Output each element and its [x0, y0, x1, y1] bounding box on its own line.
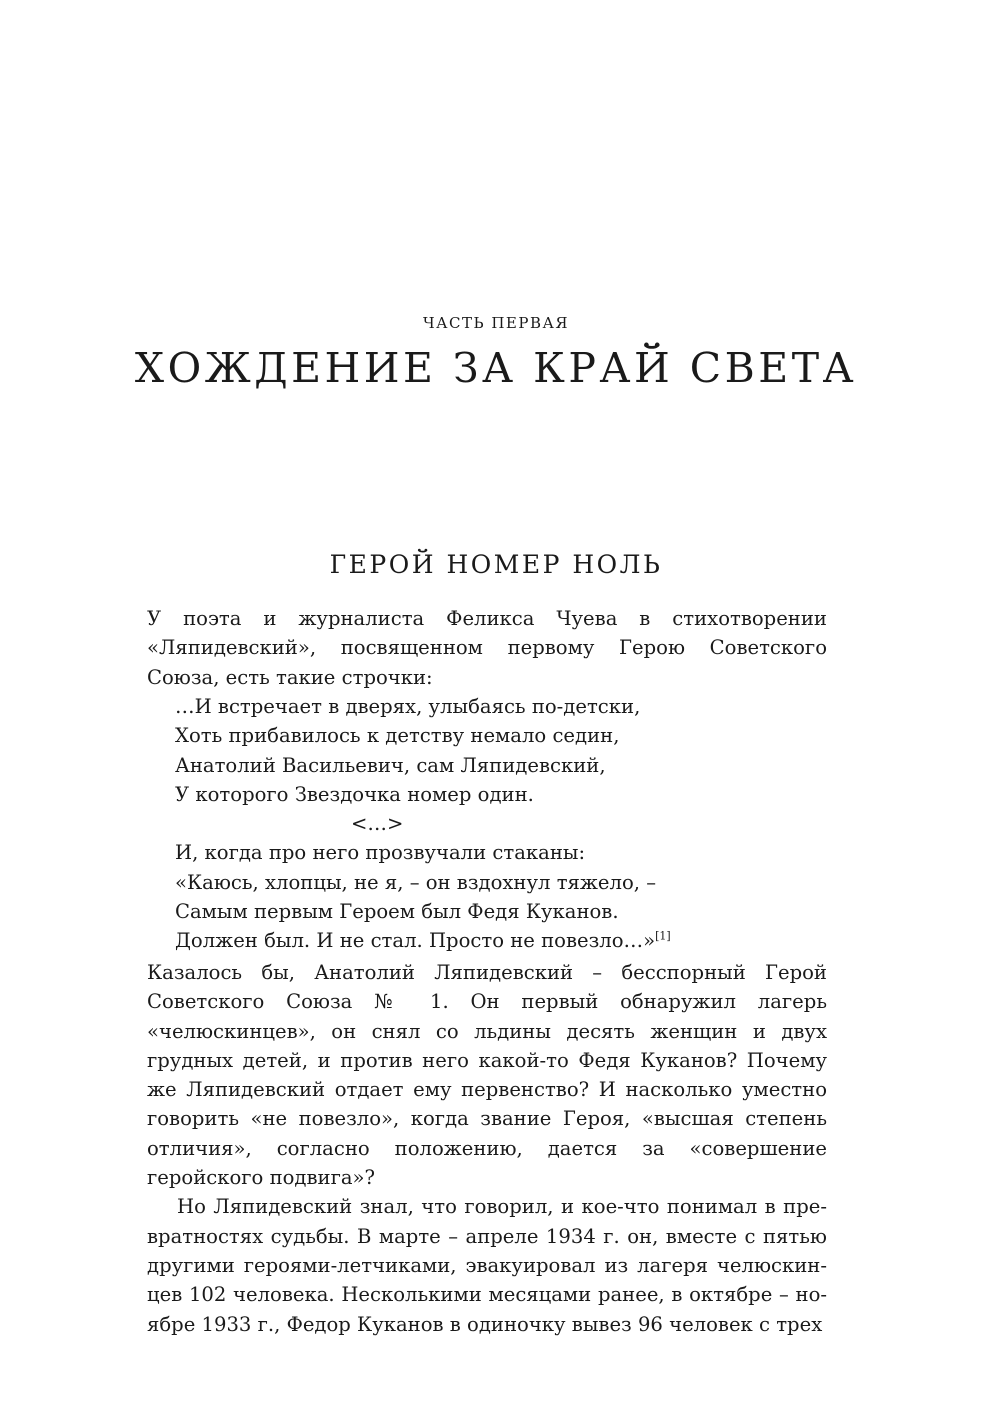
- body-text: [147, 958, 827, 1339]
- poem-line: Анатолий Васильевич, сам Ляпидевский,: [175, 753, 606, 777]
- poem: [175, 692, 671, 956]
- footnote-ref[interactable]: [1]: [655, 929, 671, 943]
- poem-line: И, когда про него прозвучали стаканы:: [175, 841, 586, 865]
- poem-line: Хоть прибавилось к детству немало седин,: [175, 724, 620, 748]
- intro-block: [147, 604, 827, 692]
- part-title: ХОЖДЕНИЕ ЗА КРАЙ СВЕТА: [134, 344, 858, 392]
- poem-line: Самым первым Героем был Федя Куканов.: [175, 900, 619, 924]
- body-paragraph: Казалось бы, Анатолий Ляпидевский – бесспорный Герой Советского Союза № 1. Он первый обнаружил лагерь «челюскинцев», он снял со льдины десять женщин и двух грудных детей, и против него какой-то Федя Куканов? Почему же Ляпидевский отдает ему первенство? И насколько уместно говорить «не повезло», когда звание Героя, «высшая степень отличия», согласно положению, дается за «совершение геройского подвига»?: [147, 961, 827, 1190]
- intro-paragraph: У поэта и журналиста Феликса Чуева в стихотворении «Ляпидевский», посвященном первому Герою Советского Союза, есть такие строчки:: [147, 607, 827, 689]
- part-label: ЧАСТЬ ПЕРВАЯ: [423, 314, 569, 332]
- chapter-title: ГЕРОЙ НОМЕР НОЛЬ: [329, 550, 663, 579]
- poem-line: «Каюсь, хлопцы, не я, – он вздохнул тяжело, –: [175, 870, 657, 894]
- poem-line-text: Должен был. И не стал. Просто не повезло…»: [175, 929, 656, 953]
- poem-last-line: [175, 926, 671, 955]
- poem-line: У которого Звездочка номер один.: [175, 782, 534, 806]
- body-paragraph: Но Ляпидевский знал, что говорил, и кое-что понимал в превратностях судьбы. В марте – апреле 1934 г. он, вместе с пятью другими героями-летчиками, эвакуировал из лагеря челюскинцев 102 человека. Несколькими месяцами ранее, в октябре – ноябре 1933 г., Федор Куканов в одиночку вывез 96 человек с трех: [147, 1195, 827, 1336]
- poem-line: …И встречает в дверях, улыбаясь по-детски,: [175, 695, 641, 718]
- poem-separator: <…>: [351, 812, 404, 836]
